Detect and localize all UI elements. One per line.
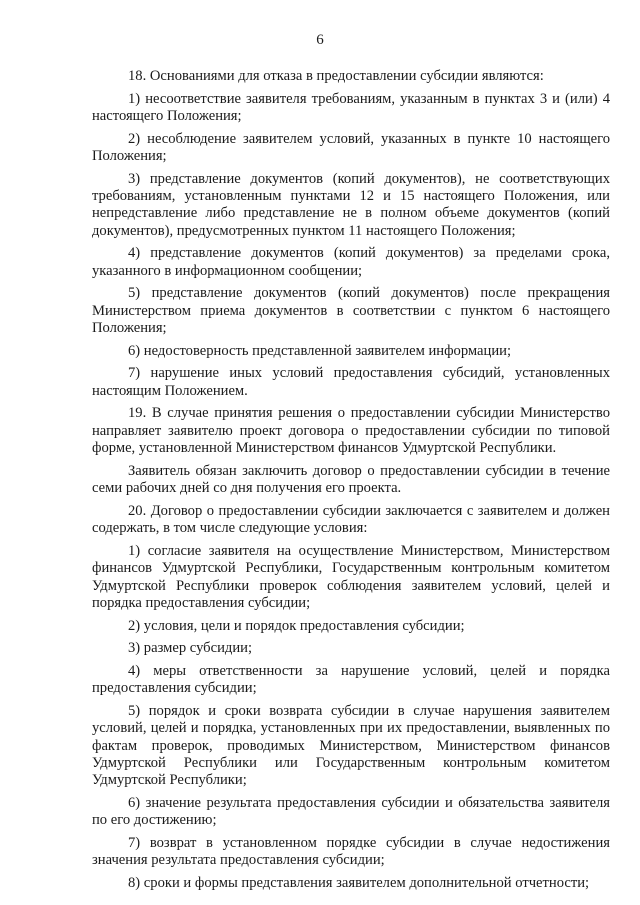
list-item: 6) недостоверность представленной заявителем информации; — [128, 342, 512, 359]
list-item: 5) порядок и сроки возврата субсидии в случае нарушения заявителем условий, целей и порядка, установленных при их предоставлении, выявленных по фактам проверок, проводимых Министерством, Министерством финансов Удмуртской Республики или Государственным контрольным комитетом Удмуртской Республики; — [92, 702, 610, 789]
document-body — [92, 68, 610, 898]
list-item: 6) значение результата предоставления субсидии и обязательства заявителя по его достижению; — [92, 795, 610, 829]
list-item: 3) представление документов (копий документов), не соответствующих требованиям, установленным пунктами 12 и 15 настоящего Положения, или непредставление либо представление не в полном объеме документов (копий документов), предусмотренных пунктом 11 настоящего Положения; — [92, 170, 610, 239]
list-item: 2) условия, цели и порядок предоставления субсидии; — [128, 617, 465, 634]
page-number: 6 — [316, 32, 324, 48]
list-item: 8) сроки и формы представления заявителем дополнительной отчетности; — [128, 875, 590, 892]
list-item: 4) представление документов (копий документов) за пределами срока, указанного в информационном сообщении; — [92, 245, 610, 279]
paragraph-18: 18. Основаниями для отказа в предоставлении субсидии являются: — [128, 68, 544, 84]
list-item: 5) представление документов (копий документов) после прекращения Министерством приема документов в соответствии с пунктом 6 настоящего Положения; — [92, 285, 610, 337]
paragraph: Заявитель обязан заключить договор о предоставлении субсидии в течение семи рабочих дней со дня получения его проекта. — [92, 462, 610, 497]
list-item: 7) нарушение иных условий предоставления субсидий, установленных настоящим Положением. — [92, 365, 610, 399]
paragraph-20: 20. Договор о предоставлении субсидии заключается с заявителем и должен содержать, в том числе следующие условия: — [92, 502, 610, 537]
list-item: 7) возврат в установленном порядке субсидии в случае недостижения значения результата предоставления субсидии; — [92, 835, 610, 869]
list-item: 1) согласие заявителя на осуществление Министерством, Министерством финансов Удмуртской Республики, Государственным контрольным комитетом Удмуртской Республики проверок соблюдения заявителем условий, целей и порядка предоставления субсидии; — [92, 542, 610, 612]
list-item: 3) размер субсидии; — [128, 640, 252, 657]
list-item: 4) меры ответственности за нарушение условий, целей и порядка предоставления субсидии; — [92, 662, 610, 697]
list-item: 1) несоответствие заявителя требованиям, указанным в пунктах 3 и (или) 4 настоящего Положения; — [92, 90, 610, 124]
paragraph-19: 19. В случае принятия решения о предоставлении субсидии Министерство направляет заявителю проект договора о предоставлении субсидии по типовой форме, установленной Министерством финансов Удмуртской Республики. — [92, 405, 610, 457]
list-item: 2) несоблюдение заявителем условий, указанных в пункте 10 настоящего Положения; — [92, 130, 610, 164]
